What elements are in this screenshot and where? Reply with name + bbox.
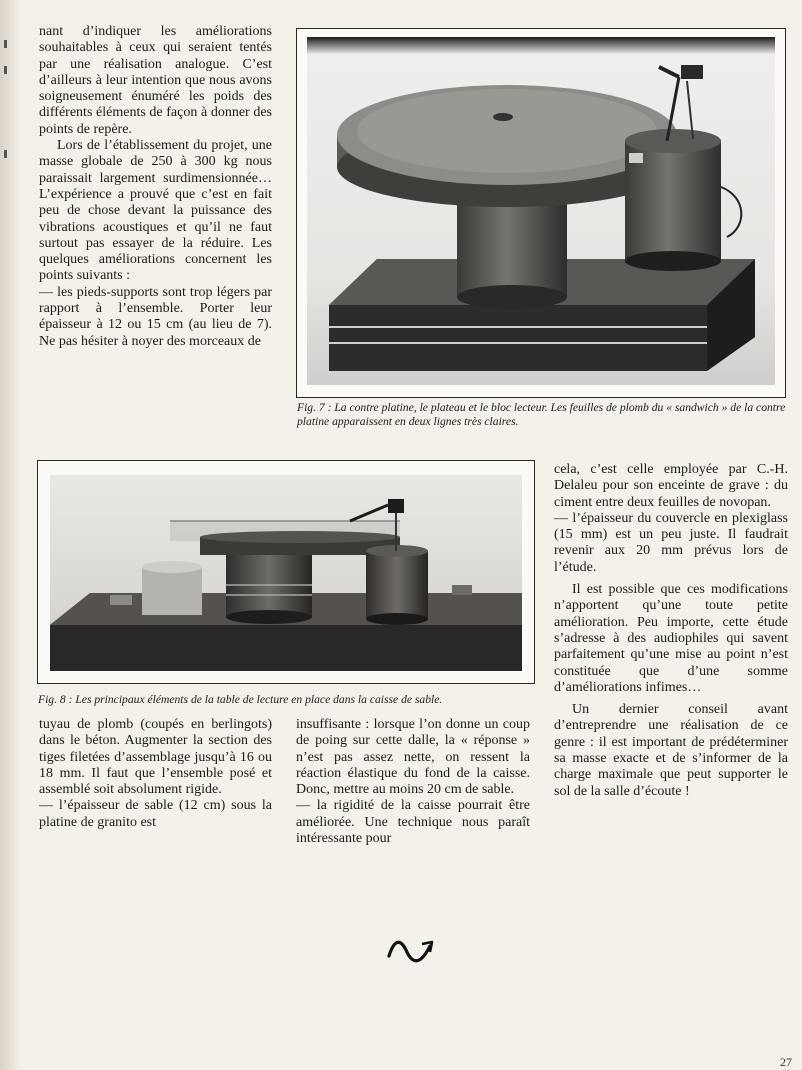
article-column-right [554,462,788,800]
paragraph: — la rigidité de la caisse pourrait être améliorée. Une technique nous paraît intéressante pour [296,798,530,847]
article-column-bottom-middle [296,717,530,847]
figure-8-caption: Fig. 8 : Les principaux éléments de la table de lecture en place dans la caisse de sable. [38,693,443,706]
paragraph: nant d’indiquer les améliorations souhaitables à ceux qui seraient tentés par une réalisation analogue. C’est d’ailleurs à leur intention que nous avons soigneusement énuméré les poids des différents éléments de façon à donner des points de repère. [39,24,272,137]
figure-7-frame [296,28,786,398]
paragraph: tuyau de plomb (coupés en berlingots) dans le béton. Augmenter la section des tiges filetées d’assemblage jusqu’à 16 ou 18 mm. Il faut que l’ensemble posé et assemblé soit absolument rigide. [39,717,272,798]
paragraph: Il est possible que ces modifications n’apportent qu’une toute petite amélioration. Peu importe, cette étude s’adresse à des audiophiles qui savent parfaitement qu’une mise au point n’est constituée que d’une somme d’améliorations infimes… [554,582,788,695]
spine-mark [4,66,7,74]
paragraph: cela, c’est celle employée par C.-H. Delaleu pour son enceinte de grave : du ciment entre deux feuilles de novopan. [554,462,788,510]
paragraph: — les pieds-supports sont trop légers par rapport à l’ensemble. Porter leur épaisseur à 12 ou 15 cm (au lieu de 7). Ne pas hésiter à noyer des morceaux de [39,284,272,349]
paragraph: insuffisante : lorsque l’on donne un coup de poing sur cette dalle, la « réponse » n’est pas assez nette, on ressent la réaction élastique du fond de la caisse. Donc, mettre au moins 20 cm de sable. [296,717,530,798]
spine-mark [4,150,7,158]
page-spine-edge [0,0,20,1070]
figure-7-caption: Fig. 7 : La contre platine, le plateau et le bloc lecteur. Les feuilles de plomb du « sandwich » de la contre platine apparaissent en deux lignes très claires. [297,401,786,428]
paragraph: Un dernier conseil avant d’entreprendre une réalisation de ce genre : il est important de prédéterminer sa masse exacte et de s’informer de la charge maximale que peut supporter le sol de la salle d’écoute ! [554,702,788,799]
figure-8-frame [37,460,535,684]
article-column-top-left [39,24,272,350]
sine-wave-logo-icon [386,936,436,968]
page-number: 27 [780,1055,792,1069]
figure-8-photo-turntable-in-sandbox [50,475,522,671]
paragraph: Lors de l’établissement du projet, une masse globale de 250 à 300 kg nous paraissait largement surdimensionnée… L’expérience a prouvé que c’est en fait peu de chose devant la puissance des vibrations acoustiques et qu’il ne faut surtout pas essayer de la réduire. Les quelques améliorations concernent les points suivants : [39,138,272,284]
paragraph: — l’épaisseur de sable (12 cm) sous la platine de granito est [39,798,272,830]
spine-mark [4,40,7,48]
figure-7-photo-turntable [307,37,775,385]
paragraph: — l’épaisseur du couvercle en plexiglass (15 mm) est un peu juste. Il faudrait revenir aux 20 mm prévus lors de l’étude. [554,510,788,575]
article-column-bottom-left [39,717,272,831]
